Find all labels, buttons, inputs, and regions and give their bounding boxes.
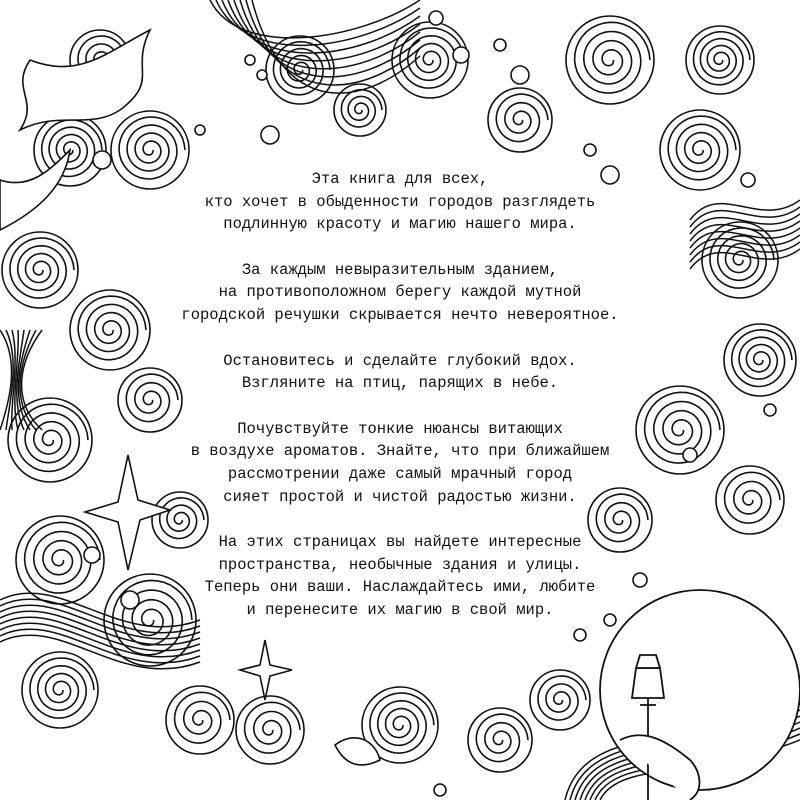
paragraph: [140, 418, 660, 508]
wave-line: [690, 214, 800, 234]
spiral-icon: [538, 676, 586, 720]
bubble-icon: [245, 55, 255, 65]
spiral-icon: [341, 90, 382, 127]
spiral-icon: [668, 116, 736, 180]
paragraph: [140, 168, 660, 236]
bubble-icon: [257, 70, 267, 80]
text-line: Теперь они ваши. Наслаждайтесь ими, любите: [204, 578, 596, 597]
bubble-icon: [764, 404, 776, 416]
text-line: в воздухе ароматов. Знайте, что при ближайшем: [190, 442, 610, 461]
text-line: сияет простой и чистой радостью жизни.: [223, 487, 577, 506]
text-line: городской речушки скрывается нечто невероятное.: [181, 305, 619, 324]
wave-line: [690, 228, 800, 248]
paragraph: [140, 350, 660, 395]
text-line: подлинную красоту и магию нашего мира.: [223, 215, 577, 234]
bubble-icon: [453, 47, 469, 63]
spiral-icon: [694, 32, 751, 85]
text-line: пространства, необычные здания и улицы.: [218, 555, 582, 574]
wave-line: [690, 221, 800, 241]
spiral-icon: [732, 330, 792, 387]
bubble-icon: [741, 173, 755, 187]
spiral-icon: [16, 404, 88, 471]
bubble-icon: [683, 448, 697, 462]
spiral-icon: [476, 714, 528, 762]
wave-line: [0, 330, 12, 430]
wave-line: [222, 0, 420, 53]
spiral-icon: [496, 94, 548, 142]
paragraph: [140, 259, 660, 327]
bubble-icon: [434, 784, 446, 796]
bubble-icon: [494, 39, 506, 51]
spiral-icon: [725, 472, 780, 523]
spiral-icon: [710, 228, 774, 288]
bubble-icon: [195, 125, 205, 135]
bubble-icon: [429, 11, 443, 25]
text-line: За каждым невыразительным зданием,: [241, 260, 559, 279]
text-line: кто хочет в обыденности городов разглядеть: [204, 192, 596, 211]
paragraph: [140, 531, 660, 621]
spiral-icon: [78, 296, 146, 360]
spiral-icon: [245, 702, 300, 753]
text-line: на противоположном берегу каждой мутной: [218, 283, 582, 302]
spiral-icon: [175, 692, 230, 743]
spiral-icon: [575, 22, 650, 93]
wave-line: [690, 207, 800, 227]
spiral-ring: [530, 670, 590, 730]
bubble-icon: [511, 66, 529, 84]
text-line: Эта книга для всех,: [311, 170, 489, 188]
spiral-icon: [10, 238, 74, 298]
text-line: и перенесите их магию в свой мир.: [246, 600, 554, 619]
text-line: рассмотрении даже самый мрачный город: [227, 464, 573, 483]
body-text: [140, 168, 660, 645]
bubble-icon: [84, 547, 100, 563]
bubble-icon: [93, 151, 111, 169]
bubble-icon: [584, 144, 596, 156]
text-line: На этих страницах вы найдете интересные: [218, 533, 582, 552]
spiral-icon: [370, 693, 434, 753]
wave-line: [216, 0, 420, 45]
spiral-icon: [30, 658, 94, 718]
bubble-icon: [261, 126, 279, 144]
text-line: Остановитесь и сделайте глубокий вдох.: [223, 351, 577, 370]
text-line: Взгляните на птиц, парящих в небе.: [241, 374, 559, 393]
text-line: Почувствуйте тонкие нюансы витающих: [237, 419, 563, 438]
wave-line: [690, 200, 800, 220]
bubble-icon: [121, 591, 139, 609]
